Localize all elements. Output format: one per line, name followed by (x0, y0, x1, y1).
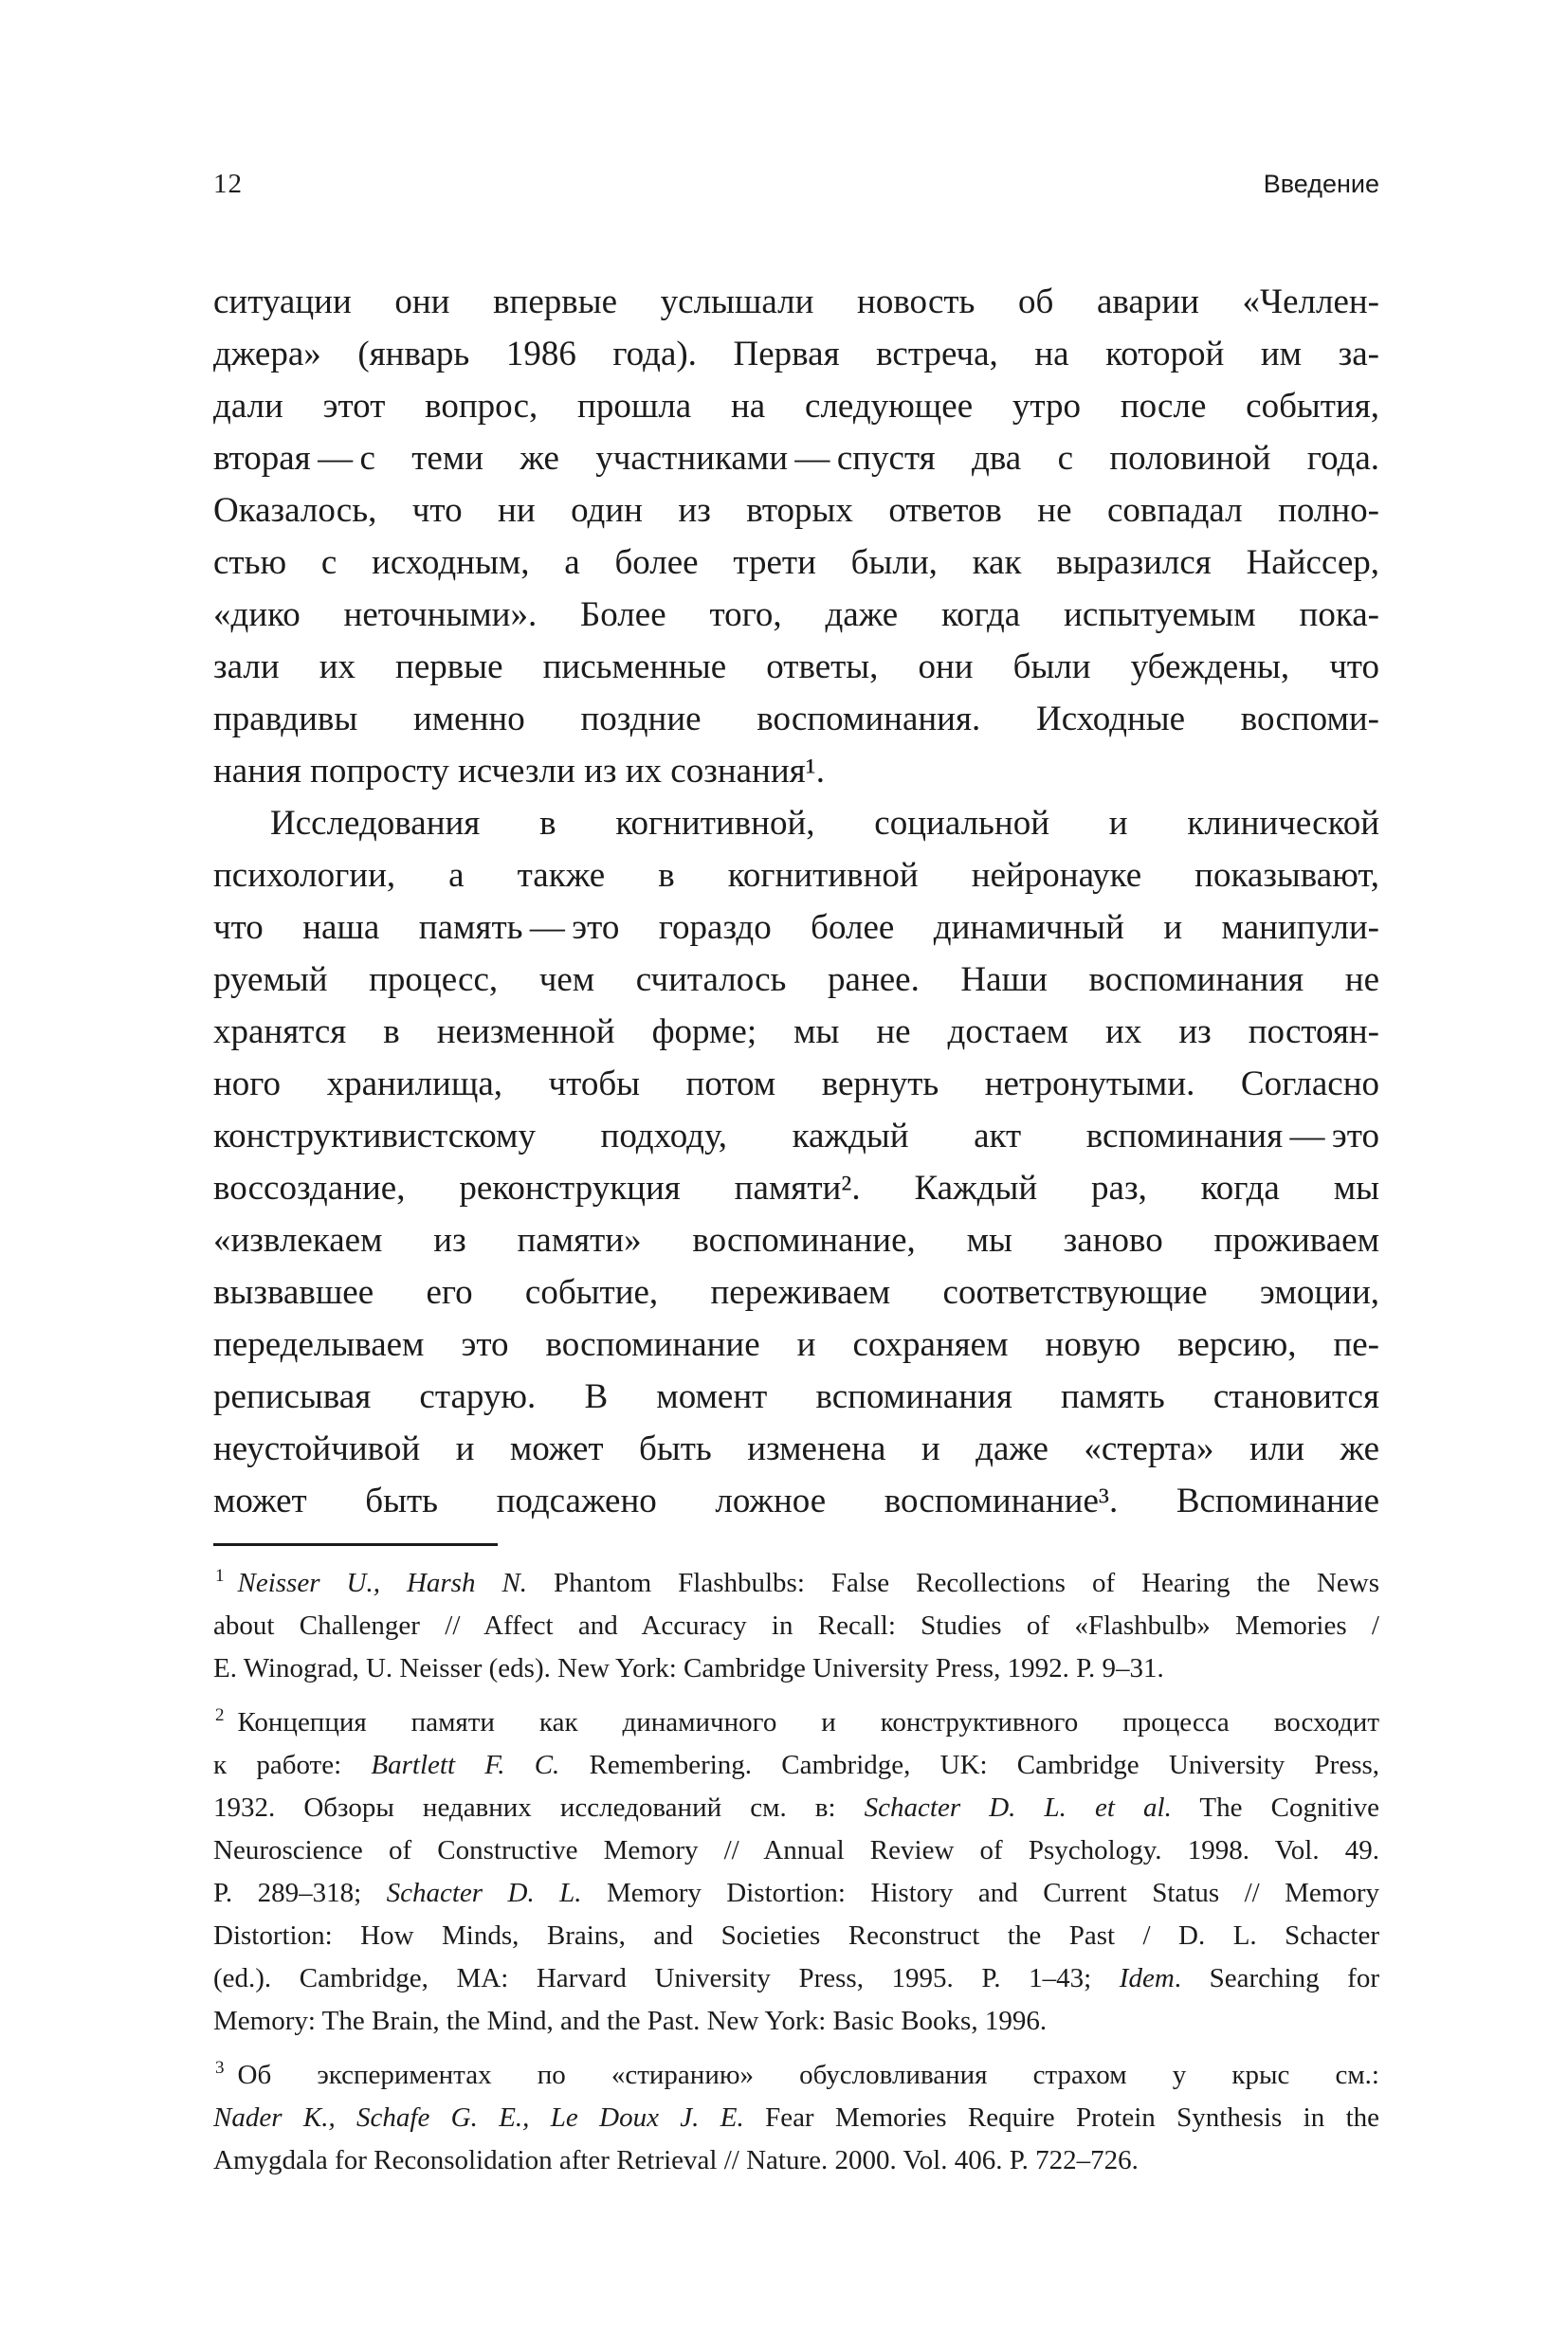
footnote-line (213, 2054, 1379, 2097)
footnote-text: Amygdala for Reconsolidation after Retrieval // Nature. 2000. Vol. 406. P. 722–726. (213, 2145, 1139, 2175)
footnote-authors: Bartlett F. C. (371, 1750, 560, 1780)
text-line: ситуации они впервые услышали новость об аварии «Челлен- (213, 282, 1379, 321)
footnote-line (213, 1647, 1379, 1690)
footnote-text: Remembering. Cambridge, UK: Cambridge University Press, (559, 1750, 1380, 1780)
page-number: 12 (213, 169, 243, 199)
text-line: реписывая старую. В момент вспоминания память становится (213, 1377, 1379, 1416)
footnote-line (213, 1957, 1379, 2000)
text-line: руемый процесс, чем считалось ранее. Наши воспоминания не (213, 960, 1379, 999)
footnote-authors: Schacter D. L. (386, 1878, 582, 1908)
footnote (213, 1701, 1379, 2043)
text-line: конструктивистскому подходу, каждый акт вспоминания — это (213, 1117, 1379, 1155)
footnote-line (213, 2097, 1379, 2139)
footnote-text: Об экспериментах по «стиранию» обусловливания страхом у крыс см.: (237, 2060, 1379, 2090)
footnote-separator (213, 1543, 498, 1546)
text-line: правдивы именно поздние воспоминания. Исходные воспоми- (213, 700, 1379, 738)
text-line: вторая — с теми же участниками — спустя два с половиной года. (213, 439, 1379, 478)
text-line: хранятся в неизменной форме; мы не достаем их из постоян- (213, 1012, 1379, 1051)
footnote-line (213, 1605, 1379, 1647)
footnote-text: Memory: The Brain, the Mind, and the Past. New York: Basic Books, 1996. (213, 2006, 1048, 2036)
text-line: дали этот вопрос, прошла на следующее утро после события, (213, 387, 1379, 426)
footnote (213, 1562, 1379, 1690)
text-line: «дико неточными». Более того, даже когда испытуемым пока- (213, 595, 1379, 634)
text-line: джера» (январь 1986 года). Первая встреча, на которой им за- (213, 335, 1379, 373)
footnotes-list (213, 1562, 1379, 2182)
text-line: может быть подсажено ложное воспоминание³. Вспоминание (213, 1482, 1379, 1520)
footnote-marker: 3 (215, 2058, 225, 2079)
footnote (213, 2054, 1379, 2182)
footnote-line (213, 1787, 1379, 1829)
footnote-line (213, 1829, 1379, 1872)
footnote-line (213, 1744, 1379, 1787)
text-line: что наша память — это гораздо более динамичный и манипули- (213, 908, 1379, 947)
text-line: «извлекаем из памяти» воспоминание, мы заново проживаем (213, 1221, 1379, 1260)
footnotes-section (213, 1543, 1379, 2182)
text-line: психологии, а также в когнитивной нейронауке показывают, (213, 856, 1379, 895)
text-line: нания попросту исчезли из их сознания¹. (213, 752, 826, 791)
text-line: воссоздание, реконструкция памяти². Каждый раз, когда мы (213, 1169, 1379, 1208)
text-line: переделываем это воспоминание и сохраняем новую версию, пе- (213, 1325, 1379, 1364)
footnote-text: The Cognitive (1171, 1792, 1379, 1823)
footnote-line (213, 1562, 1379, 1605)
footnote-authors: Neisser U., Harsh N. (237, 1568, 528, 1598)
footnote-text: about Challenger // Affect and Accuracy in Recall: Studies of «Flashbulb» Memories / (213, 1610, 1379, 1641)
body-text (213, 276, 1379, 1527)
text-line: неустойчивой и может быть изменена и даже «стерта» или же (213, 1429, 1379, 1468)
footnote-line (213, 1701, 1379, 1744)
text-line: Исследования в когнитивной, социальной и клинической (270, 804, 1379, 843)
chapter-title: Введение (1263, 170, 1379, 198)
footnote-authors: Schacter D. L. et al. (864, 1792, 1172, 1823)
footnote-authors: Nader K., Schafe G. E., Le Doux J. E. (213, 2102, 744, 2133)
footnote-line (213, 2000, 1379, 2043)
footnote-text: E. Winograd, U. Neisser (eds). New York: Cambridge University Press, 1992. P. 9–31. (213, 1653, 1164, 1683)
running-header (213, 169, 1379, 200)
footnote-text: P. 289–318; (213, 1878, 387, 1908)
footnote-marker: 2 (215, 1705, 225, 1726)
footnote-marker: 1 (215, 1566, 225, 1587)
footnote-text: Neuroscience of Constructive Memory // Annual Review of Psychology. 1998. Vol. 49. (213, 1835, 1379, 1865)
text-line: вызвавшее его событие, переживаем соответствующие эмоции, (213, 1273, 1379, 1312)
footnote-line (213, 1915, 1379, 1957)
footnote-authors: Idem (1119, 1963, 1175, 1993)
text-line: ного хранилища, чтобы потом вернуть нетронутыми. Согласно (213, 1064, 1379, 1103)
footnote-text: Phantom Flashbulbs: False Recollections of Hearing the News (527, 1568, 1379, 1598)
text-line: зали их первые письменные ответы, они были убеждены, что (213, 647, 1379, 686)
footnote-text: Memory Distortion: History and Current Status // Memory (581, 1878, 1379, 1908)
text-line: Оказалось, что ни один из вторых ответов не совпадал полно- (213, 491, 1379, 530)
footnote-text: . Searching for (1174, 1963, 1379, 1993)
footnote-text: Fear Memories Require Protein Synthesis in the (743, 2102, 1379, 2133)
footnote-line (213, 1872, 1379, 1915)
footnote-text: Distortion: How Minds, Brains, and Societies Reconstruct the Past / D. L. Schacter (213, 1920, 1379, 1951)
footnote-line (213, 2139, 1379, 2182)
footnote-text: (ed.). Cambridge, MA: Harvard University Press, 1995. P. 1–43; (213, 1963, 1120, 1993)
footnote-text: к работе: (213, 1750, 372, 1780)
footnote-text: Концепция памяти как динамичного и конструктивного процесса восходит (237, 1707, 1379, 1738)
text-line: стью с исходным, а более трети были, как выразился Найссер, (213, 543, 1379, 582)
footnote-text: 1932. Обзоры недавних исследований см. в: (213, 1792, 865, 1823)
